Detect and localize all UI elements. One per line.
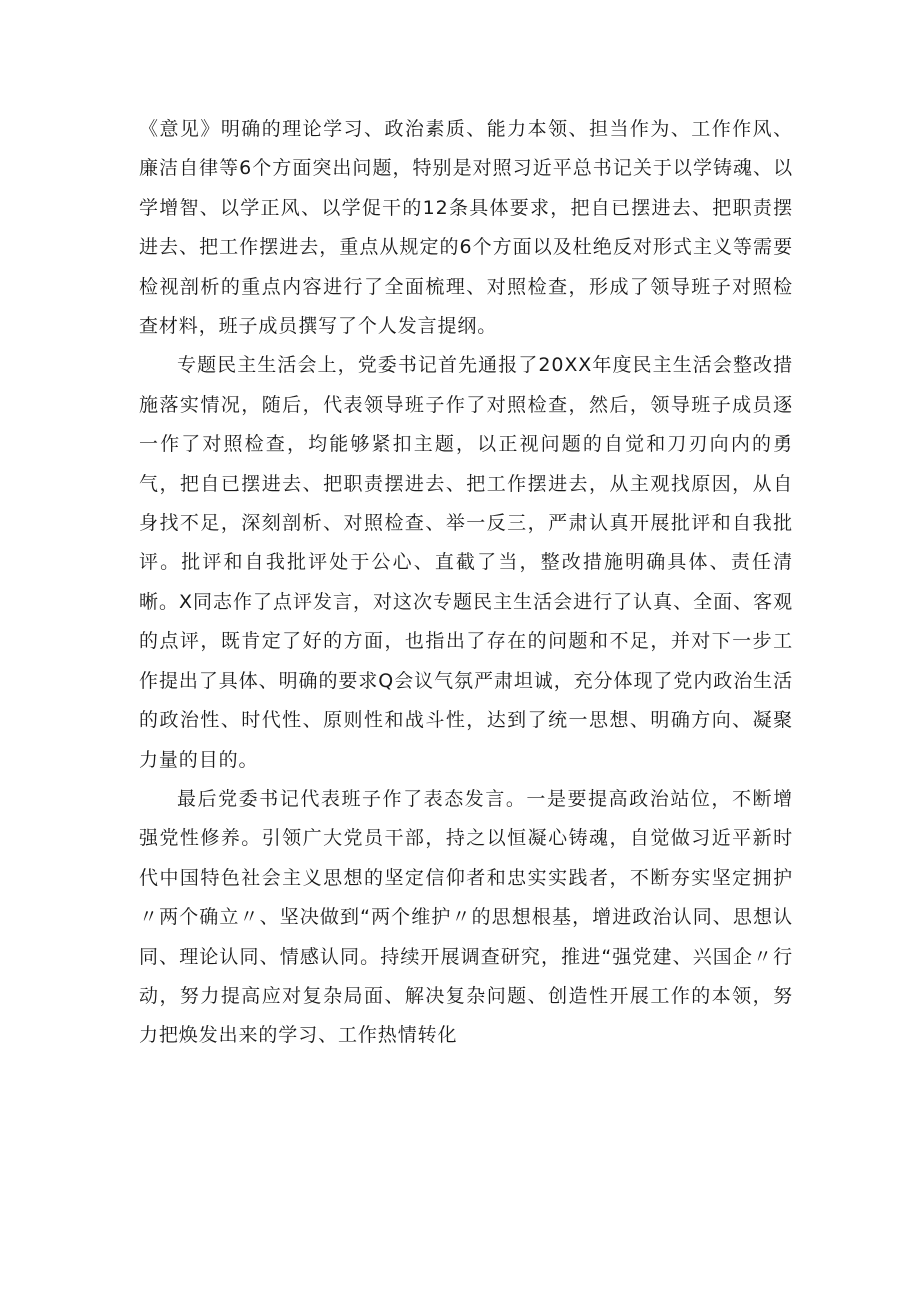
- paragraph-3: 最后党委书记代表班子作了表态发言。一是要提高政治站位，不断增强党性修养。引领广大党员干部，持之以恒凝心铸魂，自觉做习近平新时代中国特色社会主义思想的坚定信仰者和忠实实践者，不断夯实坚定拥护〃两个确立〃、坚决做到“两个维护〃的思想根基，增进政治认同、思想认同、理论认同、情感认同。持续开展调查研究，推进“强党建、兴国企〃行动，努力提高应对复杂局面、解决复杂问题、创造性开展工作的本领，努力把焕发出来的学习、工作热情转化: [139, 787, 793, 1047]
- document-body: [139, 110, 793, 1056]
- paragraph-1: 《意见》明确的理论学习、政治素质、能力本领、担当作为、工作作风、廉洁自律等6个方面突出问题，特别是对照习近平总书记关于以学铸魂、以学增智、以学正风、以学促干的12条具体要求，把自已摆进去、把职责摆进去、把工作摆进去，重点从规定的6个方面以及杜绝反对形式主义等需要检视剖析的重点内容进行了全面梳理、对照检查，形成了领导班子对照检查材料，班子成员撰写了个人发言提纲。: [139, 118, 793, 338]
- paragraph-2: 专题民主生活会上，党委书记首先通报了20XX年度民主生活会整改措施落实情况，随后，代表领导班子作了对照检查，然后，领导班子成员逐一作了对照检查，均能够紧扣主题，以正视问题的自觉和刀刃向内的勇气，把自已摆进去、把职责摆进去、把工作摆进去，从主观找原因，从自身找不足，深刻剖析、对照检查、举一反三，严肃认真开展批评和自我批评。批评和自我批评处于公心、直截了当，整改措施明确具体、责任清晰。X同志作了点评发言，对这次专题民主生活会进行了认真、全面、客观的点评，既肯定了好的方面，也指出了存在的问题和不足，并对下一步工作提出了具体、明确的要求Q会议气氛严肃坦诚，充分体现了党内政治生活的政治性、时代性、原则性和战斗性，达到了统一思想、明确方向、凝聚力量的目的。: [139, 354, 793, 771]
